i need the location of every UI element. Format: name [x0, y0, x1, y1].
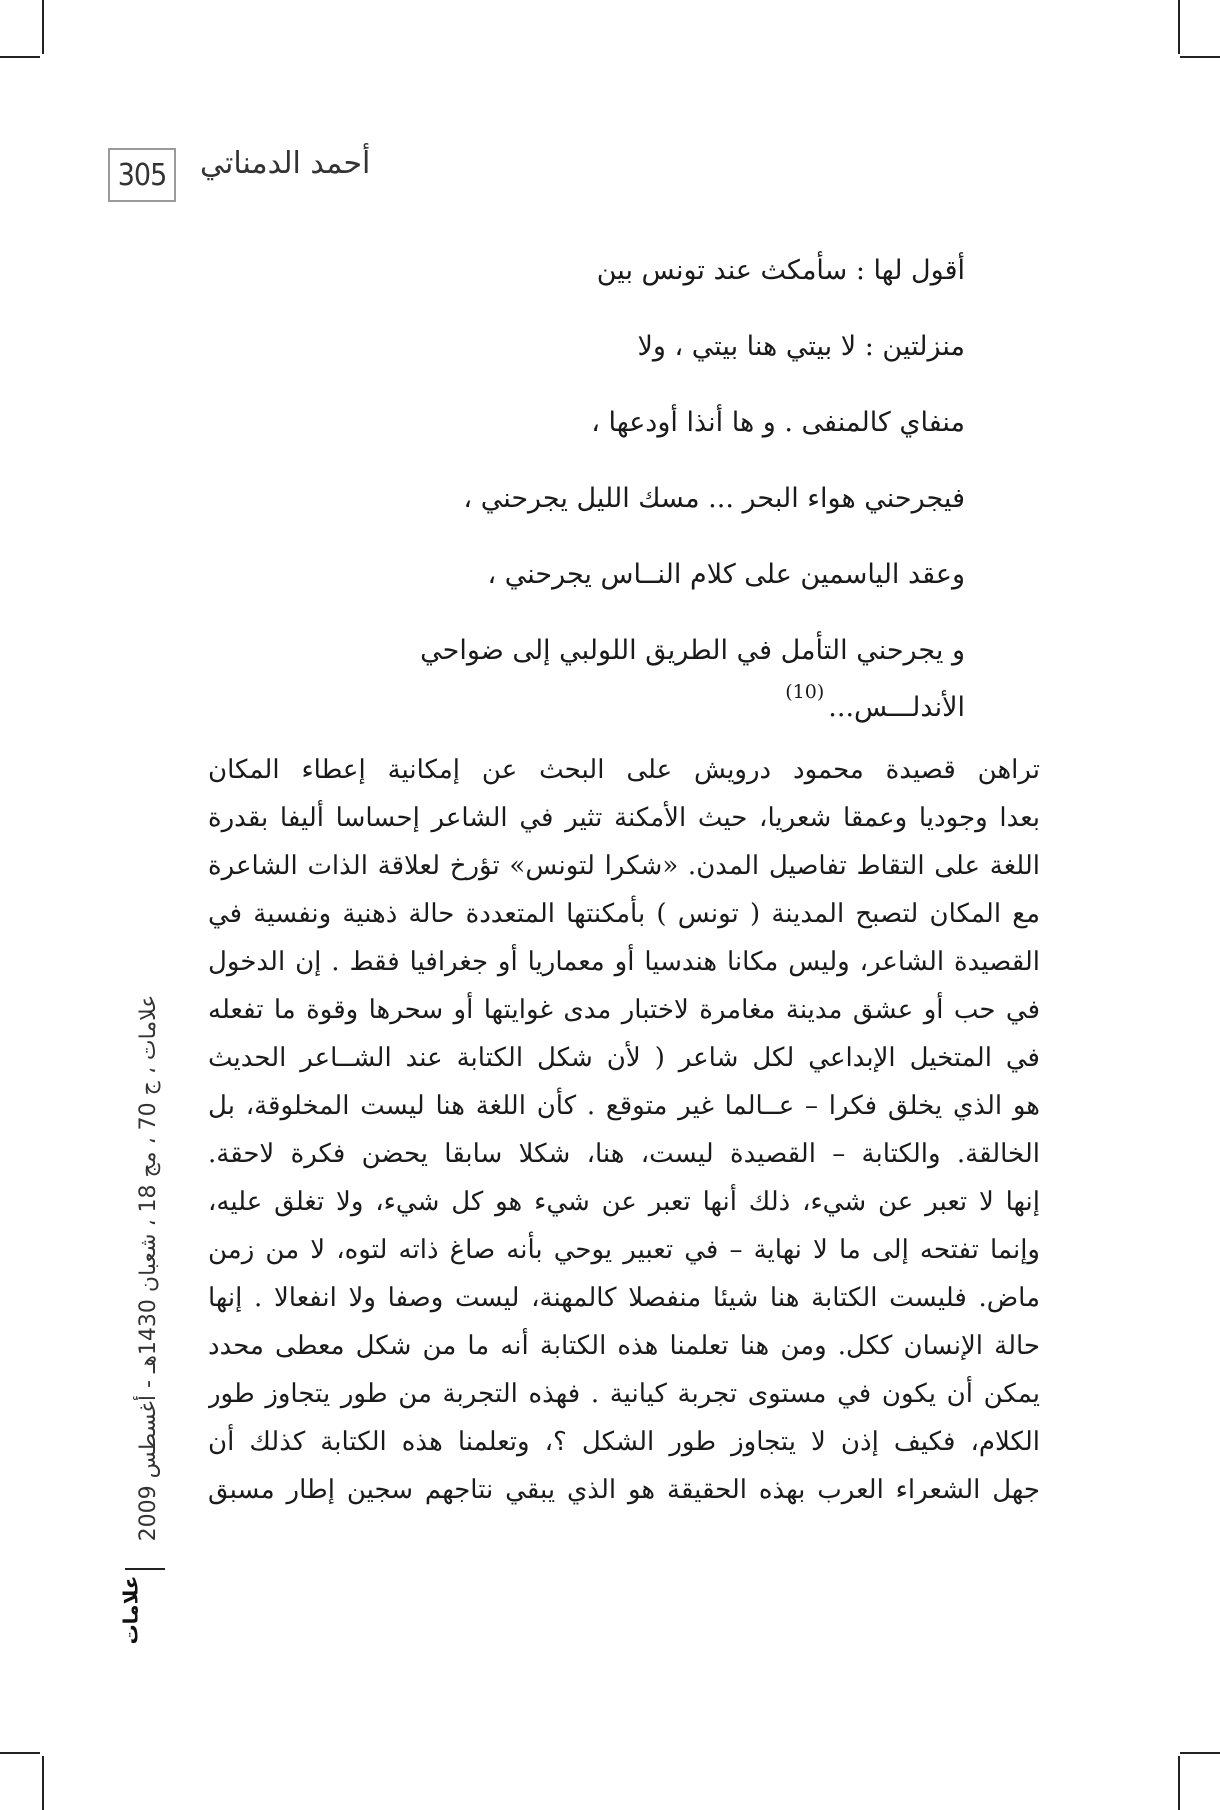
body-line: القصيدة الشاعر، وليس مكانا هندسيا أو معماريا أو جغرافيا فقط . إن الدخول [208, 947, 1040, 977]
journal-citation-vertical: علامات ، ج 70 ، مج 18 ، شعبان 1430هـ - أغسطس 2009 [136, 994, 161, 1542]
body-line: في المتخيل الإبداعي لكل شاعر ( لأن شكل الكتابة عند الشــاعر الحديث [208, 1043, 1040, 1073]
poem-line: أقول لها : سأمكث عند تونس بين [596, 255, 965, 286]
crop-mark-bottom-right-h [1180, 1752, 1220, 1754]
poem-line: منفاي كالمنفى . و ها أنذا أودعها ، [591, 407, 965, 438]
poem-line: وعقد الياسمين على كلام النــاس يجرحني ، [487, 559, 965, 590]
journal-logo-text: علامات [118, 1575, 142, 1645]
body-line: مع المكان لتصبح المدينة ( تونس ) بأمكنتها المتعددة حالة ذهنية ونفسية في [208, 899, 1040, 929]
crop-mark-bottom-left-h [0, 1752, 40, 1754]
body-line: في حب أو عشق مدينة مغامرة لاختبار مدى غوايتها أو سحرها وقوة ما تفعله [208, 995, 1040, 1025]
body-line: الخالقة. والكتابة – القصيدة ليست، هنا، شكلا سابقا يحضن فكرة لاحقة. [208, 1139, 1040, 1169]
body-line: وإنما تفتحه إلى ما لا نهاية – في تعبير يوحي بأنه صاغ ذاته لتوه، لا من زمن [208, 1235, 1040, 1265]
journal-logo [108, 1575, 152, 1645]
body-line: ماض. فليست الكتابة هنا شيئا منفصلا كالمهنة، ليست وصفا ولا انفعالا . إنها [208, 1283, 1040, 1313]
crop-mark-top-right-h [1180, 56, 1220, 58]
body-line: يمكن أن يكون في مستوى تجربة كيانية . فهذه التجربة من طور يتجاوز طور [208, 1379, 1040, 1409]
body-line: بعدا وجوديا وعمقا شعريا، حيث الأمكنة تثير في الشاعر إحساسا أليفا بقدرة [208, 803, 1040, 833]
body-line: تراهن قصيدة محمود درويش على البحث عن إمكانية إعطاء المكان [208, 755, 1040, 785]
poem-last-line-text: الأندلـــس... [828, 692, 965, 723]
body-line: اللغة على التقاط تفاصيل المدن. «شكرا لتونس» تؤرخ لعلاقة الذات الشاعرة [208, 851, 1040, 881]
footnote-reference: (10) [785, 681, 825, 703]
body-line: هو الذي يخلق فكرا – عــالما غير متوقع . كأن اللغة هنا ليست المخلوقة، بل [208, 1091, 1040, 1121]
running-header-author: أحمد الدمناتي [200, 146, 371, 181]
page-number-box [108, 148, 176, 202]
crop-mark-top-left-v [42, 0, 44, 54]
body-line: حالة الإنسان ككل. ومن هنا تعلمنا هذه الكتابة أنه ما من شكل معطى محدد [208, 1331, 1040, 1361]
body-line: جهل الشعراء العرب بهذه الحقيقة هو الذي يبقي نتاجهم سجين إطار مسبق [208, 1475, 1040, 1505]
page-number: 305 [117, 157, 167, 193]
body-line: إنها لا تعبر عن شيء، ذلك أنها تعبر عن شيء هو كل شيء، ولا تغلق عليه، [208, 1187, 1040, 1217]
body-paragraph [208, 746, 1040, 1514]
body-line: الكلام، فكيف إذن لا يتجاوز طور الشكل ؟، وتعلمنا هذه الكتابة كذلك أن [208, 1427, 1040, 1457]
poem-quote [205, 246, 965, 750]
poem-last-line [205, 681, 965, 750]
crop-mark-bottom-left-v [42, 1756, 44, 1810]
crop-mark-bottom-right-v [1178, 1756, 1180, 1810]
poem-line: فيجرحني هواء البحر ... مسك الليل يجرحني ، [463, 483, 965, 514]
crop-mark-top-right-v [1178, 0, 1180, 54]
poem-line: و يجرحني التأمل في الطريق اللولبي إلى ضواحي [420, 635, 965, 666]
poem-line: منزلتين : لا بيتي هنا بيتي ، ولا [637, 331, 965, 362]
citation-divider [125, 1568, 165, 1570]
crop-mark-top-left-h [0, 56, 40, 58]
